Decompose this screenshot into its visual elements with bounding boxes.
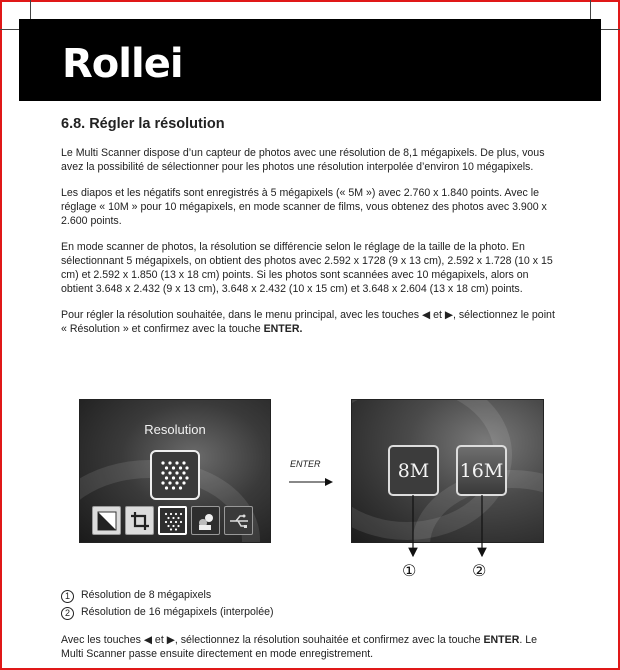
main-content [61,116,559,348]
paragraph: Les diapos et les négatifs sont enregistrés à 5 mégapixels (« 5M ») avec 2.760 x 1.840 points. Avec le réglage « 10M » pour 10 mégapixels, en mode scanner de films, vous obtenez des photos avec 3.900 x 2.600 points. [61,187,547,227]
legend-number: 1 [61,590,74,603]
crop-mark [600,29,620,30]
legend-text: Résolution de 8 mégapixels [81,589,212,601]
final-paragraph [61,633,561,661]
legend-number: 2 [61,607,74,620]
menu-screen-title: Resolution [144,422,206,437]
paragraph: Le Multi Scanner dispose d’un capteur de photos avec une résolution de 8,1 mégapixels. De plus, vous avez la possibilité de sélectionner pour les photos une résolution interpolée d’environ 10 mégapixels. [61,147,545,173]
final-text-end: . Le Multi Scanner passe ensuite directement en mode enregistrement. [61,634,538,660]
legend-text: Résolution de 16 mégapixels (interpolée) [81,606,274,618]
figure-arrows [0,385,620,585]
section-title: 6.8. Régler la résolution [61,116,225,132]
crop-mark [30,0,31,20]
option-16m[interactable]: 16M [456,445,507,496]
instruction-paragraph [61,308,559,336]
legend-item [61,587,274,604]
legend [61,587,274,621]
option-8m[interactable]: 8M [388,445,439,496]
resolution-figure [0,385,620,585]
crop-mark [0,29,20,30]
callout-number-1: ① [402,561,417,580]
enter-key-label: ENTER. [263,323,303,335]
instruction-text: Pour régler la résolution souhaitée, dans le menu principal, avec les touches ◀ et ▶, sélectionnez le point « Résolution » et confirmez avec la touche [61,309,555,335]
crop-mark [590,0,591,20]
paragraph: En mode scanner de photos, la résolution se différencie selon le réglage de la taille de la photo. En sélectionnant 5 mégapixels, on obtient des photos avec 2.592 x 1728 (9 x 13 cm), 2.592 x 1.728 (10 x 15 cm) et 2.592 x 1.850 (13 x 18 cm) points. Si les photos sont scannées avec 10 mégapixels, alors on obtient 3.648 x 2.432 (9 x 13 cm), 3.648 x 2.432 (10 x 15 cm) et 3.648 x 2.604 (13 x 18 cm) points. [61,241,553,295]
enter-key-label: ENTER [483,634,520,646]
final-text: Avec les touches ◀ et ▶, sélectionnez la résolution souhaitée et confirmez avec la touche [61,634,484,646]
legend-item [61,604,274,621]
callout-number-2: ② [472,561,487,580]
rollei-logo: Rollei [62,41,183,87]
enter-label: ENTER [290,459,321,469]
